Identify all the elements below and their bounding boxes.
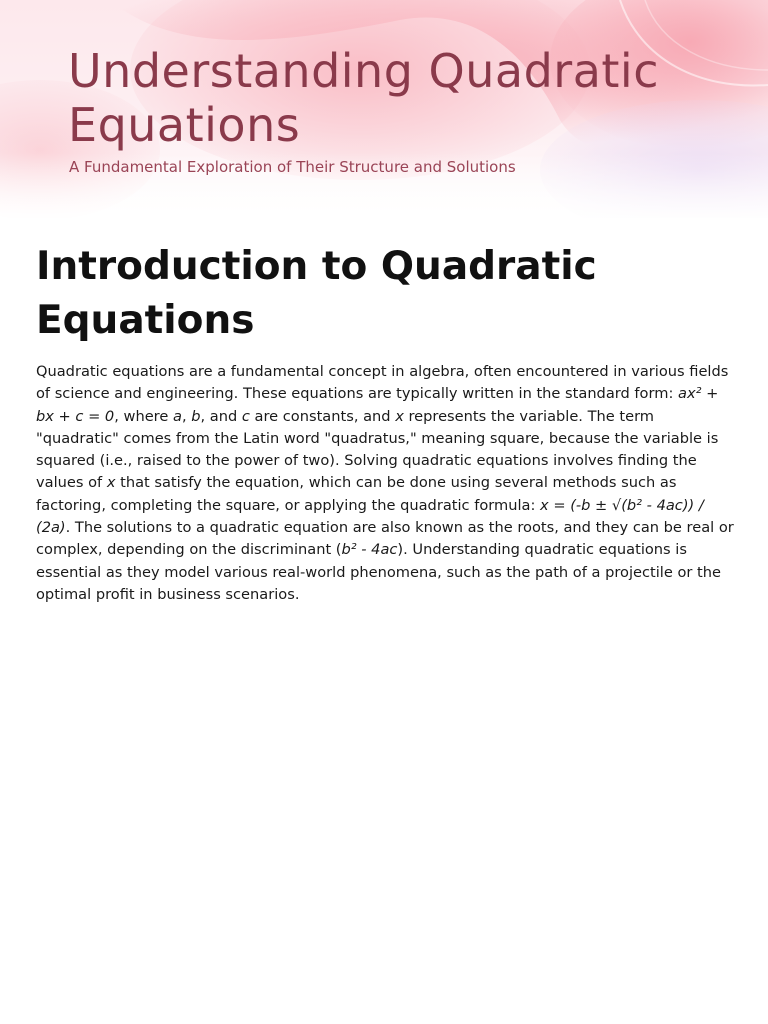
- paragraph-text: , and: [200, 407, 242, 425]
- standard-form-equation: ax² + bx + c = 0: [36, 385, 719, 425]
- variable-x: x: [106, 474, 116, 492]
- paragraph-text: , where: [114, 407, 173, 425]
- paragraph-text: ,: [181, 407, 192, 425]
- paragraph-text: represents the variable. The term "quadratic" comes from the Latin word "quadratus," meaning square, because the variable is squared (i.e., raised to the power of two). Solving quadratic equations involves finding the values of: [36, 407, 719, 492]
- page-header: [0, 0, 768, 218]
- paragraph-text: that satisfy the equation, which can be done using several methods such as factoring, completing the square, or applying the quadratic formula:: [36, 474, 677, 514]
- page-subtitle: A Fundamental Exploration of Their Structure and Solutions: [69, 158, 516, 176]
- paragraph-text: Quadratic equations are a fundamental concept in algebra, often encountered in various fields of science and engineering. These equations are typically written in the standard form:: [36, 363, 729, 403]
- paragraph-text: are constants, and: [249, 407, 396, 425]
- variable-x: x: [395, 407, 404, 425]
- variable-b: b: [191, 407, 201, 425]
- intro-paragraph: [36, 361, 736, 606]
- paragraph-text: . The solutions to a quadratic equation are also known as the roots, and they can be real or complex, depending on the discriminant (: [36, 519, 734, 559]
- variable-a: a: [172, 407, 182, 425]
- section-heading: Introduction to Quadratic Equations: [36, 244, 597, 343]
- discriminant-expression: b² - 4ac: [341, 541, 398, 559]
- variable-c: c: [241, 407, 250, 425]
- page-title: Understanding Quadratic Equations: [68, 44, 659, 152]
- paragraph-text: ). Understanding quadratic equations is essential as they model various real-world phenomena, such as the path of a projectile or the optimal profit in business scenarios.: [36, 541, 721, 603]
- quadratic-formula: x = (-b ± √(b² - 4ac)) / (2a): [36, 496, 704, 537]
